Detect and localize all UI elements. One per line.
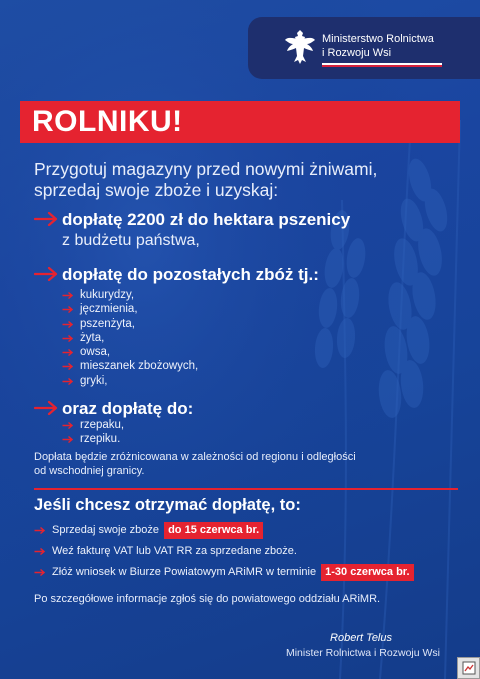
ministry-name-line1: Ministerstwo Rolnictwa — [322, 33, 434, 45]
arrow-right-icon — [34, 401, 58, 415]
ministry-header — [248, 17, 480, 79]
signer-role: Minister Rolnictwa i Rozwoju Wsi — [285, 647, 440, 659]
arrow-right-icon — [62, 292, 73, 299]
list-item — [62, 302, 198, 316]
arrow-right-icon — [34, 569, 45, 576]
arrow-right-icon — [34, 548, 45, 555]
list-item-label: pszenżyta, — [80, 317, 135, 330]
intro-text — [34, 159, 377, 201]
condition-step-3 — [34, 563, 414, 581]
final-note: Po szczegółowe informacje zgłoś się do powiatowego oddziału ARiMR. — [34, 593, 381, 605]
list-item — [62, 432, 124, 446]
condition-step-1 — [34, 521, 263, 539]
list-item — [62, 345, 198, 359]
benefit-wheat-title: dopłatę 2200 zł do hektara pszenicy — [62, 210, 351, 229]
arrow-right-icon — [62, 378, 73, 385]
condition-step-2 — [34, 542, 297, 560]
arrow-right-icon — [62, 436, 73, 443]
deadline-highlight: do 15 czerwca br. — [164, 522, 263, 539]
list-item-label: owsa, — [80, 346, 111, 359]
list-item-label: gryki, — [80, 374, 108, 387]
regional-note-line2: od wschodniej granicy. — [34, 465, 145, 477]
arrow-right-icon — [34, 267, 58, 281]
benefit-other-grains-title: dopłatę do pozostałych zbóż tj.: — [62, 265, 319, 284]
intro-line2: sprzedaj swoje zboże i uzyskaj: — [34, 180, 279, 200]
regional-note — [34, 450, 356, 478]
list-item — [62, 317, 198, 331]
ministry-name-line2: i Rozwoju Wsi — [322, 47, 392, 59]
arrow-right-icon — [62, 422, 73, 429]
list-item — [62, 374, 198, 388]
list-item — [62, 418, 124, 432]
condition-step-text: Sprzedaj swoje zboże — [52, 524, 160, 536]
arrow-right-icon — [62, 321, 73, 328]
arrow-right-icon — [62, 349, 73, 356]
oilseeds-list — [62, 418, 124, 447]
list-item-label: żyta, — [80, 331, 105, 344]
document-viewer-badge-icon[interactable] — [457, 657, 480, 679]
polish-flag-stripe — [322, 63, 442, 67]
list-item — [62, 359, 198, 373]
arrow-right-icon — [62, 335, 73, 342]
list-item-label: mieszanek zbożowych, — [80, 360, 199, 373]
arrow-right-icon — [62, 306, 73, 313]
benefit-oilseeds-title: oraz dopłatę do: — [62, 399, 194, 418]
condition-step-text: Weź fakturę VAT lub VAT RR za sprzedane zboże. — [52, 545, 297, 557]
section-divider — [34, 488, 458, 490]
regional-note-line1: Dopłata będzie zróżnicowana w zależności od regionu i odległości — [34, 451, 356, 463]
arrow-right-icon — [62, 363, 73, 370]
arrow-right-icon — [34, 527, 45, 534]
conditions-title: Jeśli chcesz otrzymać dopłatę, to: — [34, 496, 301, 514]
grains-list — [62, 288, 198, 388]
deadline-highlight: 1-30 czerwca br. — [321, 564, 413, 581]
polish-eagle-emblem-icon — [284, 28, 316, 66]
condition-step-text: Złóż wniosek w Biurze Powiatowym ARiMR w terminie — [52, 566, 317, 578]
headline: ROLNIKU! — [32, 105, 183, 138]
list-item — [62, 288, 198, 302]
signer-name: Robert Telus — [330, 632, 392, 644]
list-item-label: kukurydzy, — [80, 289, 135, 301]
intro-line1: Przygotuj magazyny przed nowymi żniwami, — [34, 159, 378, 179]
list-item-label: rzepaku, — [80, 419, 125, 431]
arrow-right-icon — [34, 212, 58, 226]
list-item — [62, 331, 198, 345]
benefit-wheat-subtitle: z budżetu państwa, — [62, 232, 200, 249]
list-item-label: rzepiku. — [80, 433, 121, 446]
headline-banner — [20, 101, 460, 143]
list-item-label: jęczmienia, — [80, 303, 138, 316]
ministry-name — [322, 32, 434, 60]
